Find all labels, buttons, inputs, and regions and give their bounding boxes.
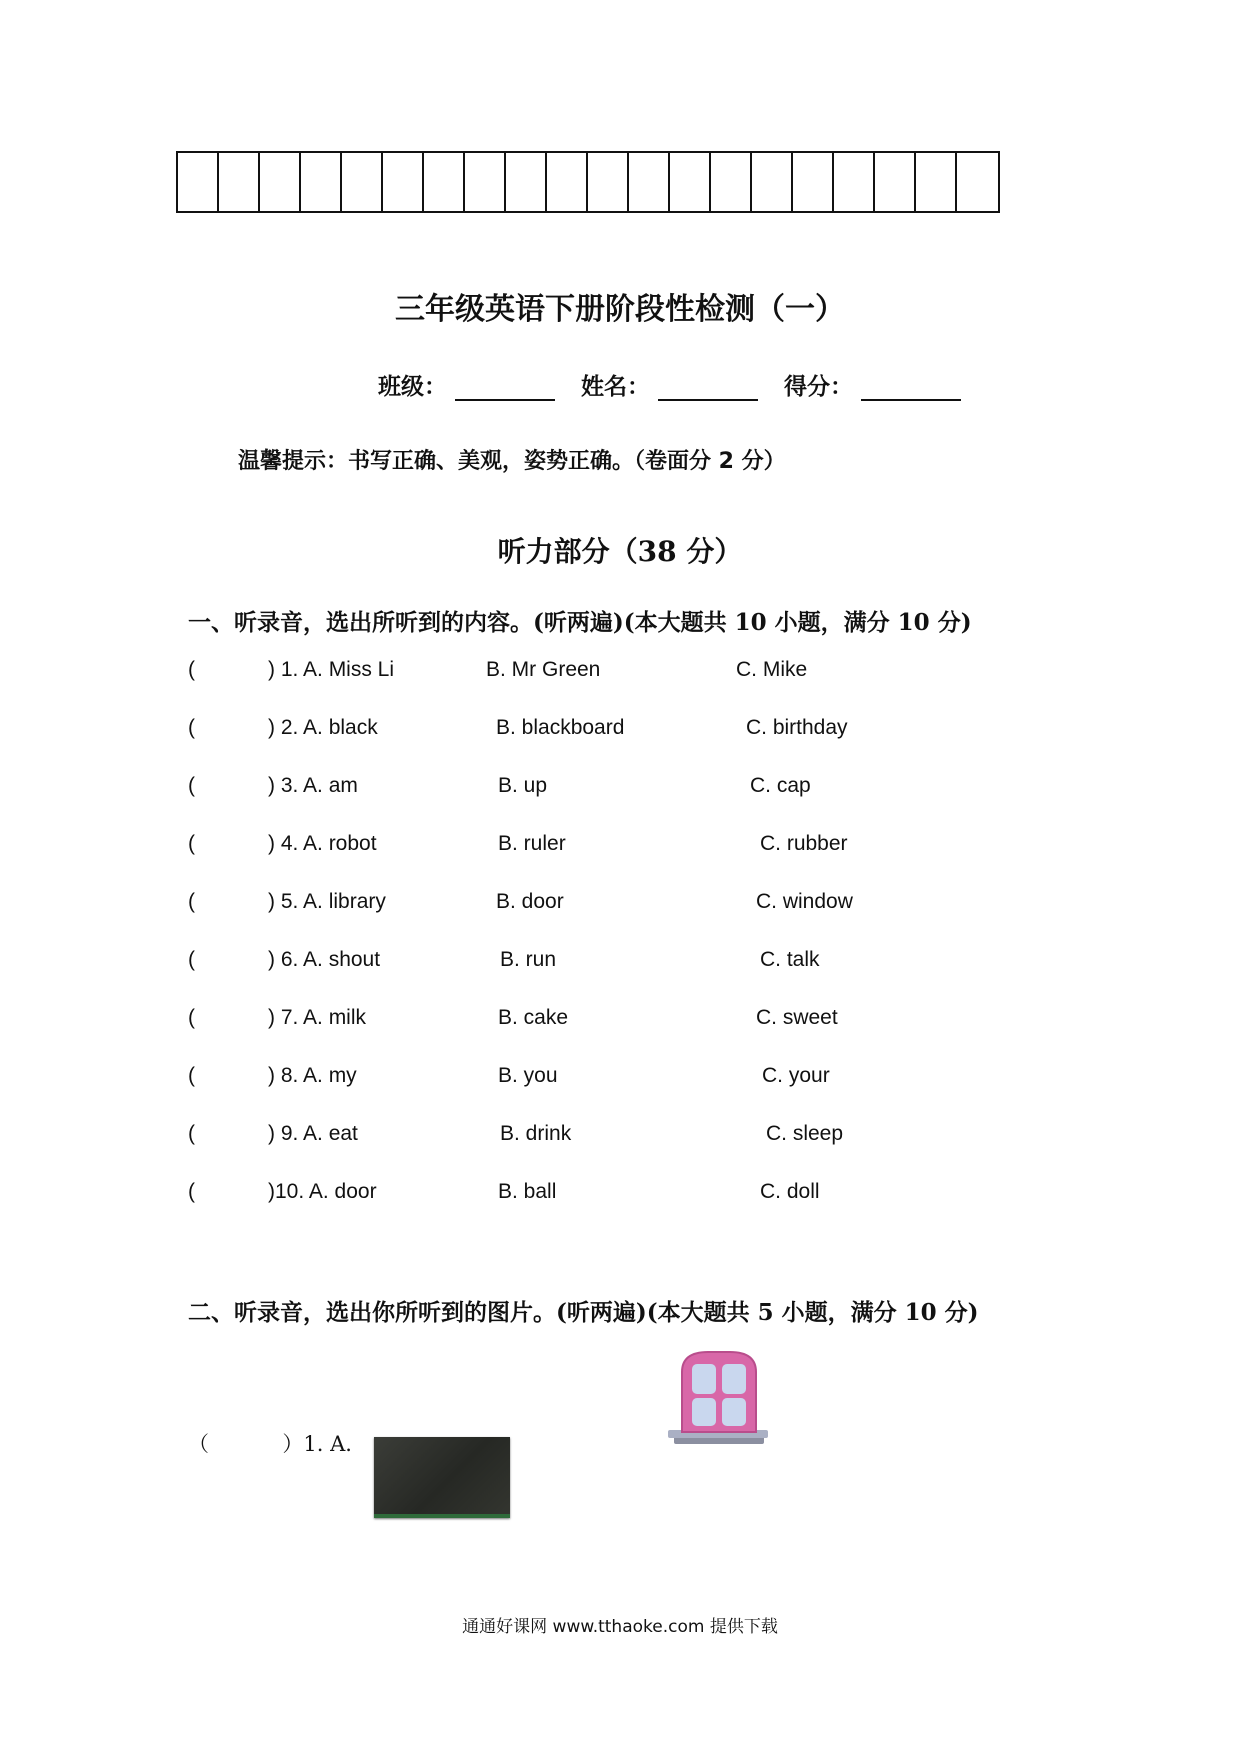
option-a: ) 1. A. Miss Li [268, 658, 395, 681]
answer-paren[interactable]: ( [188, 1180, 195, 1203]
tip-text: 温馨提示：书写正确、美观，姿势正确。（卷面分 2 分） [238, 449, 786, 474]
answer-box[interactable] [342, 153, 383, 211]
class-label: 班级： [378, 374, 447, 400]
option-b: B. blackboard [496, 716, 625, 739]
option-a: )10. A. door [268, 1180, 377, 1203]
option-a: ) 3. A. am [268, 774, 358, 797]
answer-box[interactable] [670, 153, 711, 211]
score-field[interactable] [861, 373, 961, 401]
answer-paren[interactable]: （ [188, 1432, 209, 1456]
option-a: ) 7. A. milk [268, 1006, 367, 1029]
answer-paren[interactable]: ( [188, 948, 195, 971]
option-a: ) 5. A. library [268, 890, 386, 913]
option-b: B. run [500, 948, 557, 971]
part2-heading: 二、听录音，选出你所听到的图片。(听两遍)(本大题共 5 小题，满分 10 分) [188, 1299, 979, 1326]
option-a: ) 6. A. shout [268, 948, 381, 971]
option-a: ) 2. A. black [268, 716, 378, 739]
answer-box[interactable] [547, 153, 588, 211]
option-c: C. rubber [760, 832, 848, 855]
class-field[interactable] [455, 373, 555, 401]
option-b: B. door [496, 890, 564, 913]
option-c: C. cap [750, 774, 811, 797]
blackboard-picture [374, 1437, 510, 1518]
option-c: C. Mike [736, 658, 808, 681]
option-c: C. window [756, 890, 853, 913]
option-c: C. birthday [746, 716, 848, 739]
footer-text: 通通好课网 www.tthaoke.com 提供下载 [462, 1617, 778, 1637]
name-field[interactable] [658, 373, 758, 401]
answer-box-grid [176, 151, 1000, 213]
answer-box[interactable] [957, 153, 998, 211]
answer-paren[interactable]: ( [188, 774, 195, 797]
score-label: 得分： [784, 374, 853, 400]
answer-paren[interactable]: ( [188, 1122, 195, 1145]
answer-paren[interactable]: ( [188, 716, 195, 739]
answer-paren[interactable]: ( [188, 1006, 195, 1029]
answer-box[interactable] [834, 153, 875, 211]
answer-box[interactable] [752, 153, 793, 211]
student-info [378, 368, 961, 401]
option-c: C. sweet [756, 1006, 838, 1029]
answer-paren[interactable]: ( [188, 890, 195, 913]
answer-box[interactable] [383, 153, 424, 211]
answer-box[interactable] [260, 153, 301, 211]
option-c: C. sleep [766, 1122, 844, 1145]
option-a: ) 4. A. robot [268, 832, 377, 855]
answer-box[interactable] [793, 153, 834, 211]
answer-box[interactable] [916, 153, 957, 211]
option-b: B. cake [498, 1006, 569, 1029]
option-b: B. you [498, 1064, 558, 1087]
option-b: B. drink [500, 1122, 572, 1145]
name-label: 姓名： [581, 374, 650, 400]
answer-box[interactable] [588, 153, 629, 211]
option-b: B. ruler [498, 832, 566, 855]
option-c: C. your [762, 1064, 830, 1087]
answer-box[interactable] [875, 153, 916, 211]
option-a: ) 8. A. my [268, 1064, 357, 1087]
answer-paren[interactable]: ( [188, 832, 195, 855]
listening-section-title: 听力部分（38 分） [497, 535, 743, 568]
window-picture [664, 1348, 772, 1448]
option-b: B. Mr Green [486, 658, 601, 681]
answer-box[interactable] [424, 153, 465, 211]
answer-paren[interactable]: ( [188, 1064, 195, 1087]
option-c: C. doll [760, 1180, 820, 1203]
option-a: ) 9. A. eat [268, 1122, 358, 1145]
option-c: C. talk [760, 948, 820, 971]
answer-box[interactable] [178, 153, 219, 211]
answer-box[interactable] [629, 153, 670, 211]
page-title: 三年级英语下册阶段性检测（一） [395, 292, 845, 327]
answer-box[interactable] [301, 153, 342, 211]
answer-box[interactable] [465, 153, 506, 211]
answer-box[interactable] [711, 153, 752, 211]
answer-paren[interactable]: ( [188, 658, 195, 681]
option-b: B. ball [498, 1180, 557, 1203]
answer-box[interactable] [219, 153, 260, 211]
option-b: B. up [498, 774, 548, 797]
part1-heading: 一、听录音，选出所听到的内容。(听两遍)(本大题共 10 小题，满分 10 分) [188, 609, 972, 636]
answer-box[interactable] [506, 153, 547, 211]
part2-question-1 [188, 1428, 352, 1458]
question-label: ）1. A. [282, 1432, 352, 1456]
